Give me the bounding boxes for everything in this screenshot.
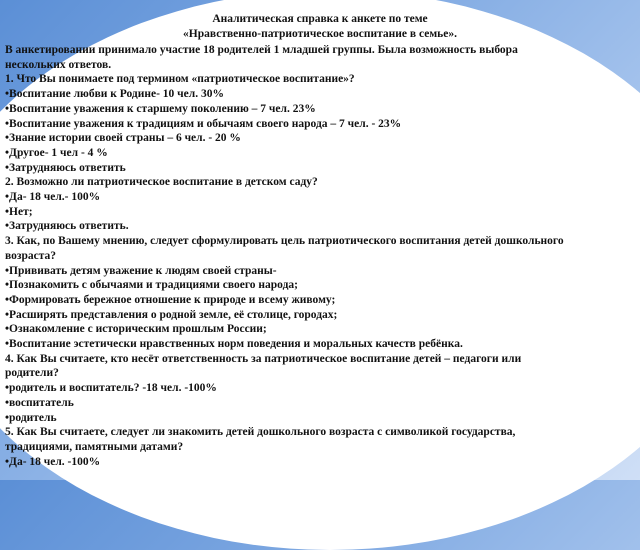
text-line: •родитель xyxy=(5,411,57,424)
text-line: •Знание истории своей страны – 6 чел. - 20 % xyxy=(5,132,241,145)
text-line: 2. Возможно ли патриотическое воспитание в детском саду? xyxy=(5,176,318,189)
text-line: •Да- 18 чел.- 100% xyxy=(5,191,101,204)
text-line: В анкетировании принимало участие 18 родителей 1 младшей группы. Была возможность выбора xyxy=(5,44,518,56)
text-line: •родитель и воспитатель? -18 чел. -100% xyxy=(5,382,217,395)
text-line: •Воспитание уважения к старшему поколению – 7 чел. 23% xyxy=(5,102,316,115)
text-line: 3. Как, по Вашему мнению, следует сформулировать цель патриотического воспитания детей дошкольного xyxy=(5,235,564,248)
title-line-2: «Нравственно-патриотическое воспитание в семье». xyxy=(183,28,457,40)
title-line-1: Аналитическая справка к анкете по теме xyxy=(212,13,428,25)
text-line: •Воспитание уважения к традициям и обычаям своего народа – 7 чел. - 23% xyxy=(5,117,402,130)
text-line: •Нет; xyxy=(5,205,33,218)
text-line: традициями, памятными датами? xyxy=(5,440,184,453)
text-line: •Познакомить с обычаями и традициями своего народа; xyxy=(5,279,298,292)
text-line: •Формировать бережное отношение к природе и всему живому; xyxy=(5,293,336,306)
text-line: •Прививать детям уважение к людям своей страны- xyxy=(5,264,277,277)
text-line: нескольких ответов. xyxy=(5,58,112,71)
text-line: •Затрудняюсь ответить xyxy=(5,161,126,174)
text-line: •Воспитание эстетически нравственных норм поведения и моральных качеств ребёнка. xyxy=(5,338,463,351)
text-line: •Да- 18 чел. -100% xyxy=(5,455,101,468)
text-line: родители? xyxy=(5,367,59,380)
body-text xyxy=(5,43,637,469)
text-line: •Ознакомление с историческим прошлым России; xyxy=(5,323,267,336)
text-line: •воспитатель xyxy=(5,396,74,409)
text-line: 1. Что Вы понимаете под термином «патриотическое воспитание»? xyxy=(5,73,355,86)
text-line: 5. Как Вы считаете, следует ли знакомить детей дошкольного возраста с символикой государства, xyxy=(5,426,516,439)
text-line: •Воспитание любви к Родине- 10 чел. 30% xyxy=(5,88,224,101)
text-line: •Расширять представления о родной земле, её столице, городах; xyxy=(5,308,338,321)
text-line: 4. Как Вы считаете, кто несёт ответственность за патриотическое воспитание детей – педагоги или xyxy=(5,352,522,365)
text-line: •Другое- 1 чел - 4 % xyxy=(5,146,108,159)
text-line: •Затрудняюсь ответить. xyxy=(5,220,129,233)
text-line: возраста? xyxy=(5,249,57,262)
